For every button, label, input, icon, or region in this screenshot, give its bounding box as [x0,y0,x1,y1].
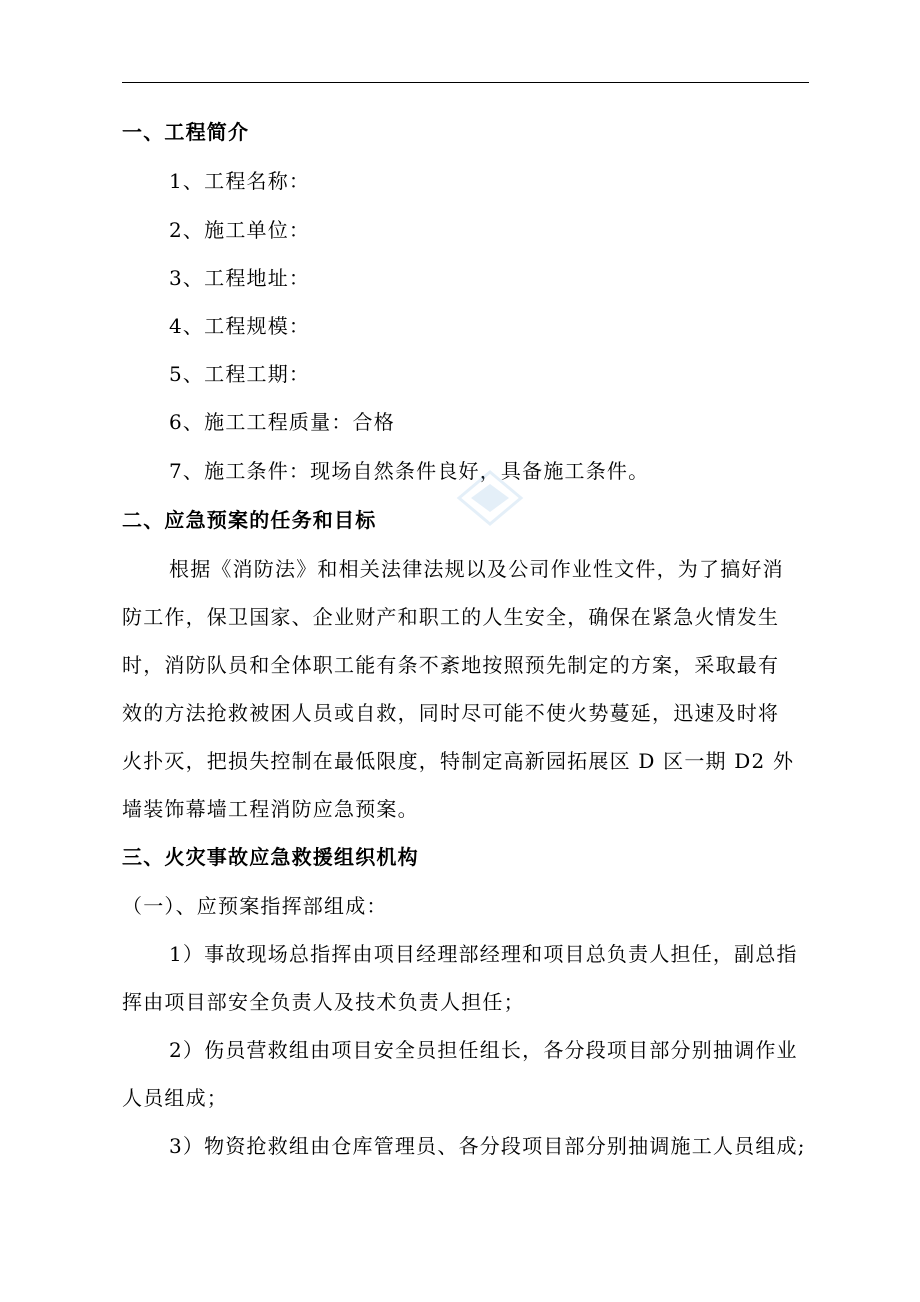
subsection-heading: （一）、应预案指挥部组成： [122,894,388,918]
construction-unit-item: 2、施工单位： [169,218,311,242]
section-2-heading: 二、应急预案的任务和目标 [122,508,377,532]
watermark-logo [455,468,525,528]
org-line: 挥由项目部安全负责人及技术负责人担任； [122,990,525,1014]
paragraph-line: 墙装饰幕墙工程消防应急预案。 [122,797,419,821]
org-line: 1）事故现场总指挥由项目经理部经理和项目总负责人担任，副总指 [169,942,798,966]
project-duration-item: 5、工程工期： [169,362,311,386]
org-line: 2）伤员营救组由项目安全员担任组长，各分段项目部分别抽调作业 [169,1038,798,1062]
quality-item: 6、施工工程质量：合格 [169,410,395,434]
org-line: 3）物资抢救组由仓库管理员、各分段项目部分别抽调施工人员组成; [169,1134,806,1158]
header-rule [122,82,809,83]
project-scale-item: 4、工程规模： [169,314,311,338]
project-address-item: 3、工程地址： [169,266,311,290]
paragraph-line: 火扑灭，把损失控制在最低限度，特制定高新园拓展区 D 区一期 D2 外 [122,749,795,773]
paragraph-line: 效的方法抢救被困人员或自救，同时尽可能不使火势蔓延，迅速及时将 [122,701,780,725]
paragraph-line: 时，消防队员和全体职工能有条不紊地按照预先制定的方案，采取最有 [122,653,780,677]
conditions-item: 7、施工条件：现场自然条件良好，具备施工条件。 [169,459,650,483]
paragraph-line: 根据《消防法》和相关法律法规以及公司作业性文件，为了搞好消 [169,557,784,581]
paragraph-line: 防工作，保卫国家、企业财产和职工的人生安全，确保在紧急火情发生 [122,605,780,629]
section-3-heading: 三、火灾事故应急救援组织机构 [122,845,419,869]
section-1-heading: 一、工程简介 [122,120,250,144]
org-line: 人员组成； [122,1086,228,1110]
project-name-item: 1、工程名称： [169,169,311,193]
